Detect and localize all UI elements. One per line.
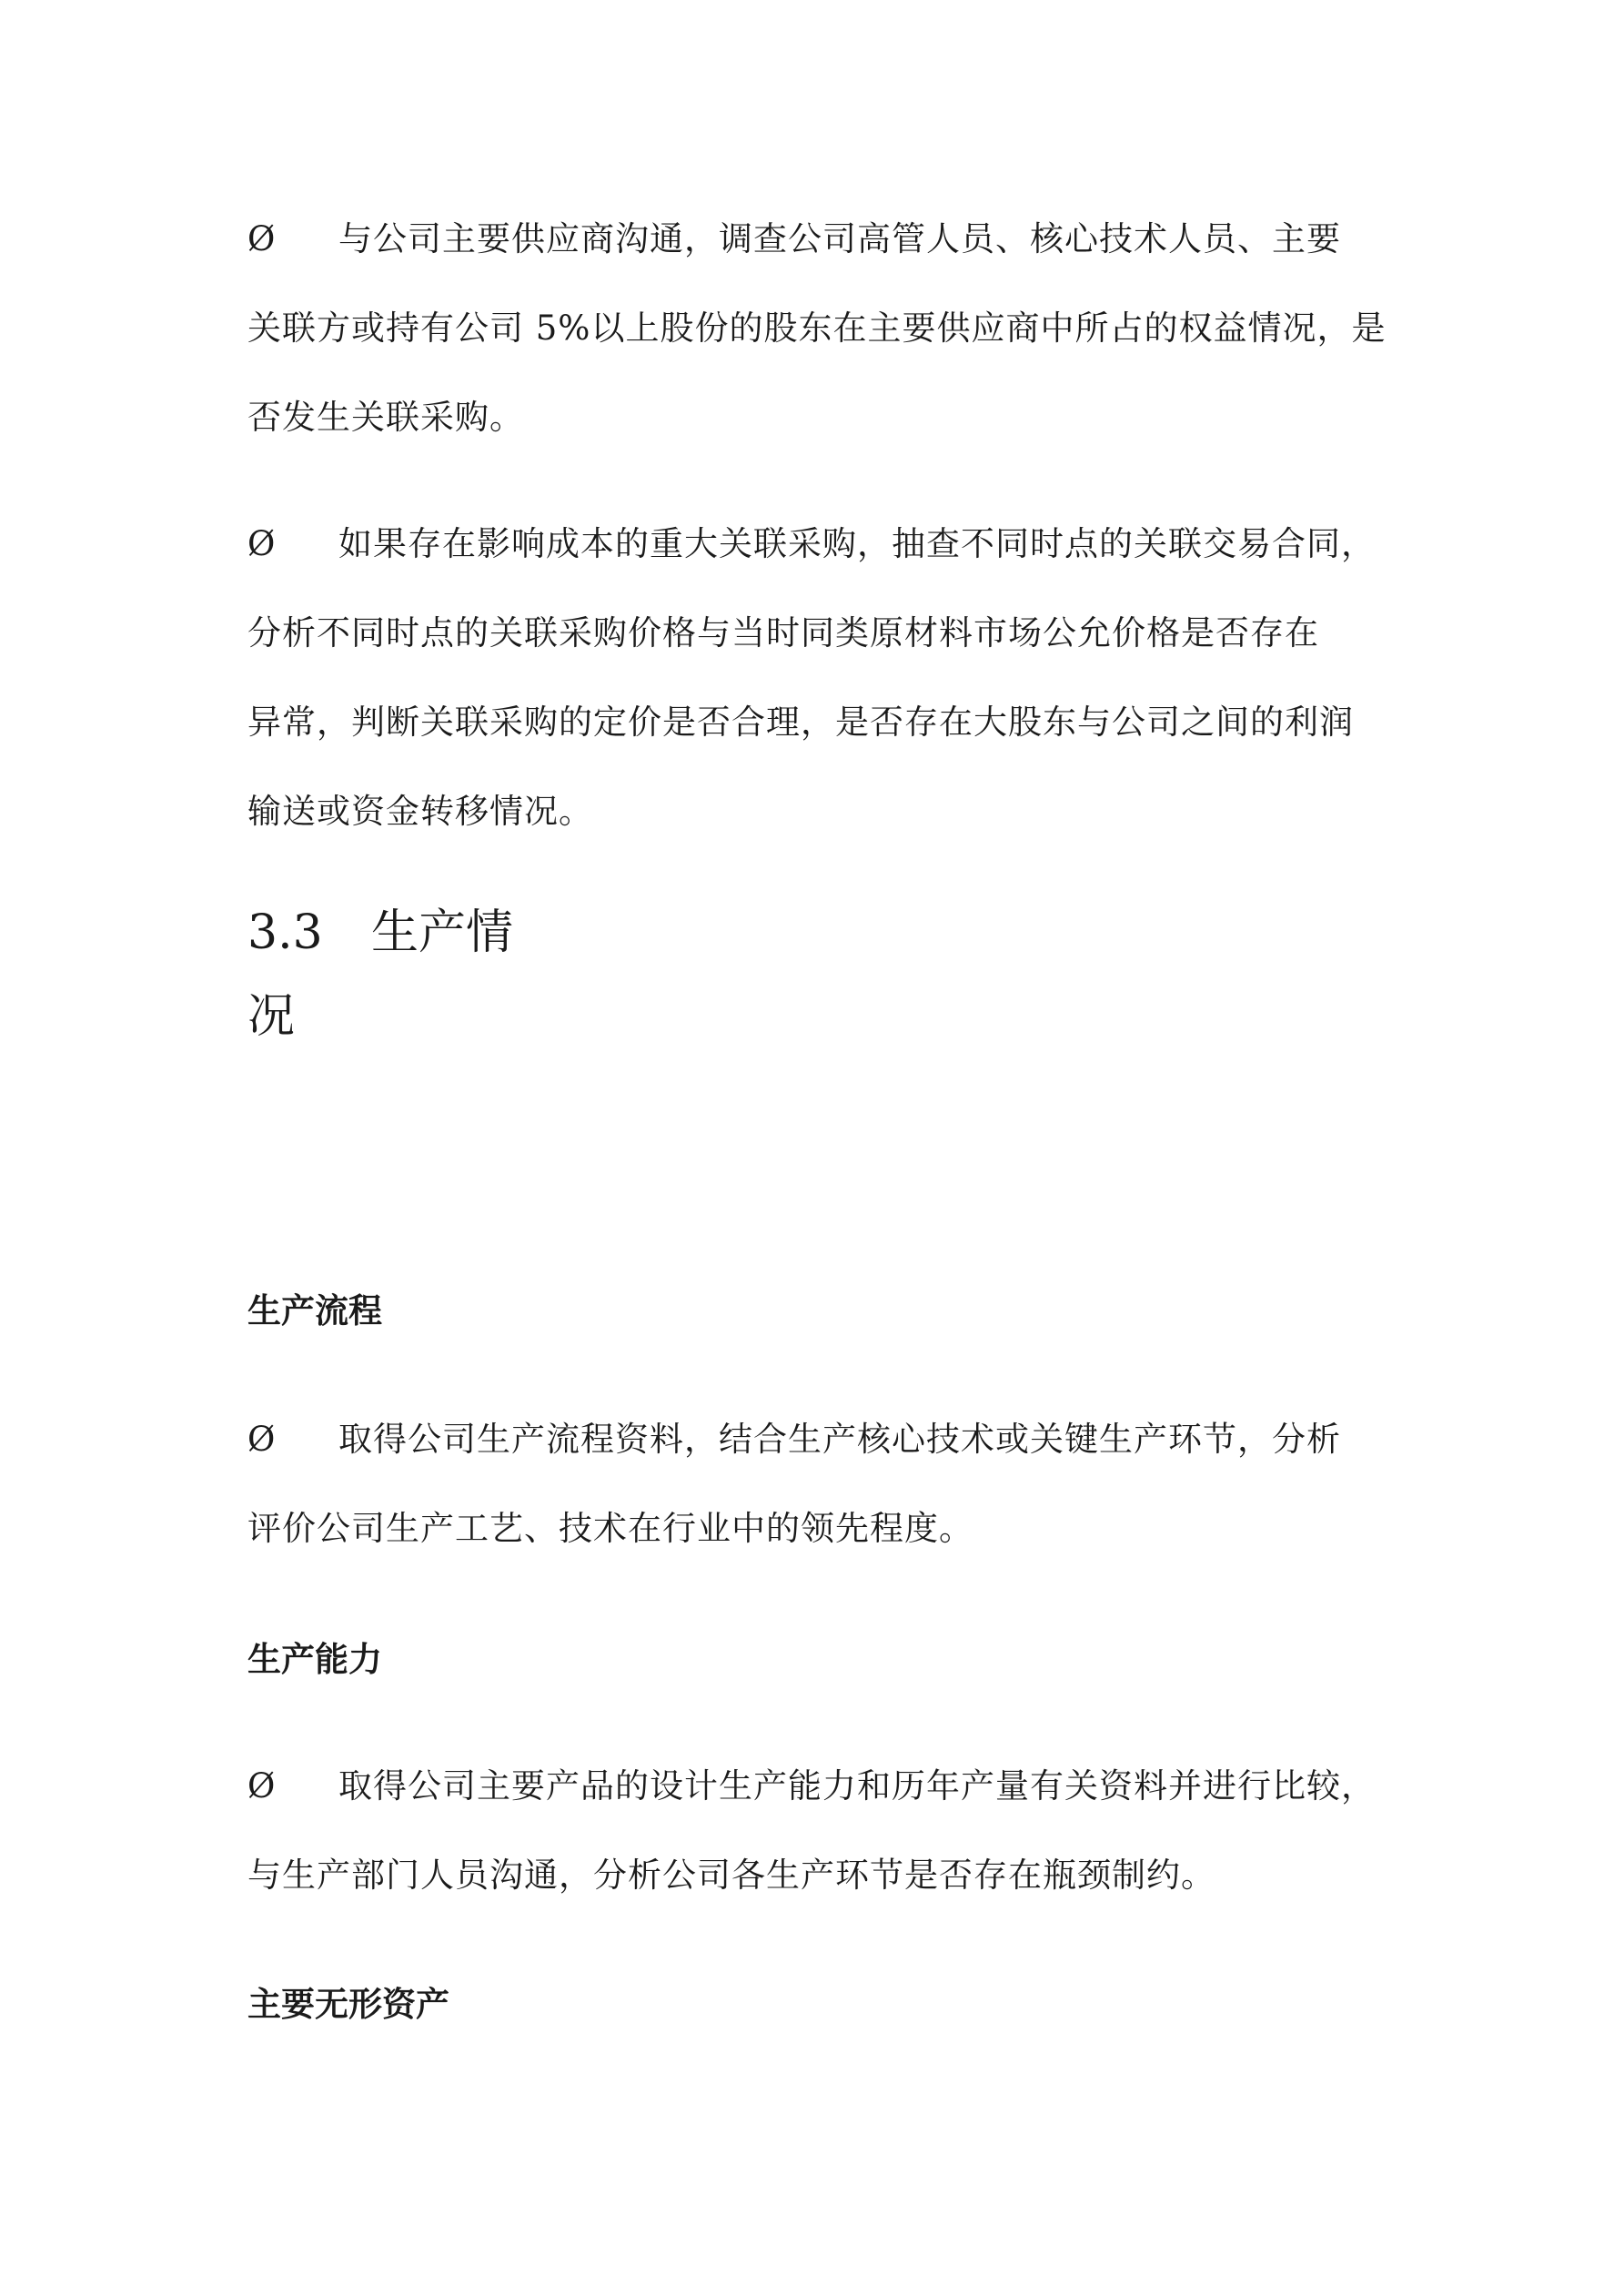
subheading-production-process: 生产流程	[247, 1290, 382, 1330]
paragraph-line: 输送或资金转移情况。	[247, 792, 593, 831]
bullet-marker: Ø	[247, 1766, 277, 1805]
paragraph-related-purchase	[247, 500, 1394, 856]
paragraph-line: 关联方或持有公司 5%以上股份的股东在主要供应商中所占的权益情况，是	[247, 308, 1387, 348]
paragraph-line: 评价公司生产工艺、技术在行业中的领先程度。	[247, 1509, 973, 1548]
section-number: 3.3	[247, 905, 323, 960]
paragraph-line: Ø 与公司主要供应商沟通，调查公司高管人员、核心技术人员、主要	[247, 195, 1394, 284]
section-heading-continued	[247, 975, 295, 1058]
bullet-marker: Ø	[247, 219, 277, 258]
paragraph-production-process	[247, 1395, 1394, 1573]
paragraph-line: 异常，判断关联采购的定价是否合理，是否存在大股东与公司之间的利润	[247, 703, 1354, 742]
paragraph-line: 否发生关联采购。	[247, 398, 524, 437]
paragraph-line: Ø 取得公司主要产品的设计生产能力和历年产量有关资料并进行比较，	[247, 1742, 1394, 1831]
paragraph-line: 与生产部门人员沟通，分析公司各生产环节是否存在瓶颈制约。	[247, 1856, 1215, 1895]
paragraph-supplier-communication	[247, 195, 1394, 462]
paragraph-production-capacity	[247, 1742, 1394, 1920]
subheading-intangible-assets: 主要无形资产	[247, 1984, 449, 2024]
paragraph-line: Ø 如果存在影响成本的重大关联采购，抽查不同时点的关联交易合同，	[247, 500, 1394, 589]
paragraph-line: 分析不同时点的关联采购价格与当时同类原材料市场公允价格是否存在	[247, 613, 1319, 652]
section-heading	[247, 891, 513, 975]
section-title: 生产情	[371, 905, 514, 960]
section-title-continued: 况	[247, 989, 296, 1044]
subheading-production-capacity: 生产能力	[247, 1639, 382, 1679]
bullet-marker: Ø	[247, 1420, 277, 1459]
paragraph-line: Ø 取得公司生产流程资料，结合生产核心技术或关键生产环节，分析	[247, 1395, 1394, 1484]
bullet-marker: Ø	[247, 524, 277, 563]
